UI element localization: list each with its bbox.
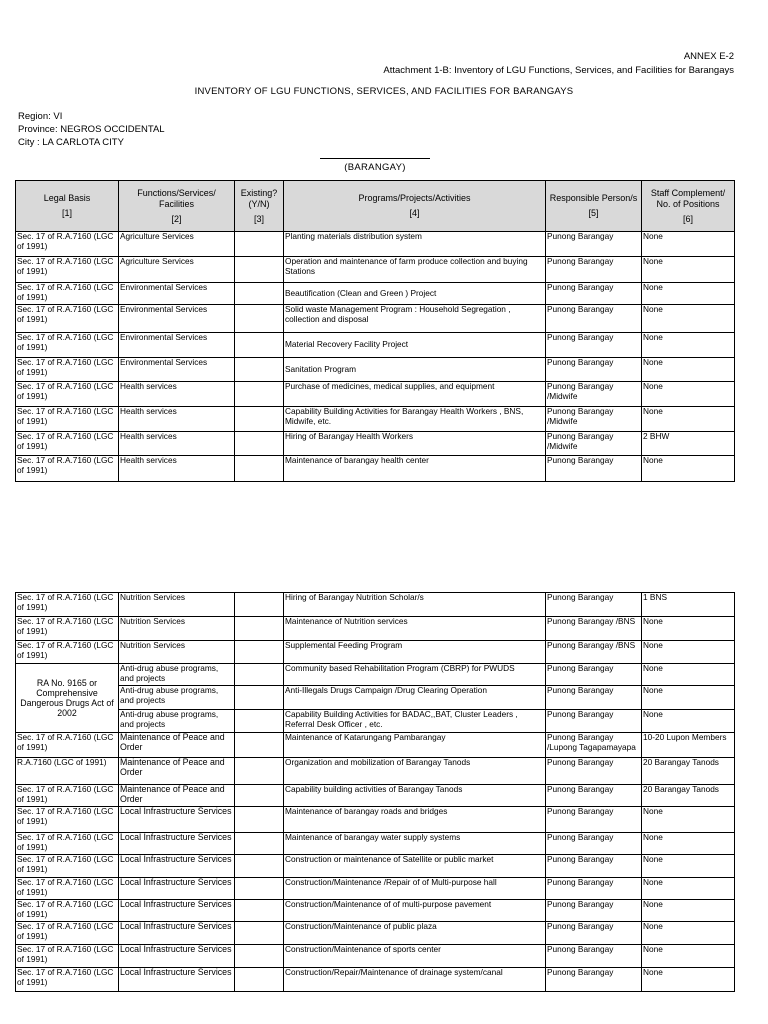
function-cell: Local Infrastructure Services (119, 807, 235, 833)
function-cell: Nutrition Services (119, 641, 235, 664)
legal-basis-cell: Sec. 17 of R.A.7160 (LGC of 1991) (16, 432, 119, 456)
function-cell: Health services (119, 407, 235, 432)
legal-basis-cell: Sec. 17 of R.A.7160 (LGC of 1991) (16, 333, 119, 358)
responsible-cell: Punong Barangay (546, 710, 642, 733)
program-cell: Solid waste Management Program : Household Segregation , collection and disposal (284, 305, 546, 333)
responsible-cell: Punong Barangay (546, 257, 642, 283)
table-row (16, 686, 735, 710)
program-cell: Capability Building Activities for Barangay Health Workers , BNS, Midwife, etc. (284, 407, 546, 432)
table-row (16, 257, 735, 283)
responsible-cell: Punong Barangay (546, 785, 642, 807)
program-cell: Maintenance of barangay water supply systems (284, 833, 546, 855)
staff-cell: None (642, 232, 735, 257)
responsible-cell: Punong Barangay (546, 593, 642, 617)
legal-basis-cell: Sec. 17 of R.A.7160 (LGC of 1991) (16, 305, 119, 333)
existing-cell (235, 758, 284, 785)
existing-cell (235, 664, 284, 686)
program-cell: Construction/Maintenance of of multi-purpose pavement (284, 900, 546, 922)
program-cell: Purchase of medicines, medical supplies, and equipment (284, 382, 546, 407)
legal-basis-cell: Sec. 17 of R.A.7160 (LGC of 1991) (16, 968, 119, 992)
col-header-responsible: Responsible Person/s [5] (546, 181, 642, 232)
legal-basis-cell: Sec. 17 of R.A.7160 (LGC of 1991) (16, 900, 119, 922)
barangay-label: (BARANGAY) (344, 162, 406, 173)
program-cell: Sanitation Program (284, 358, 546, 382)
responsible-cell: Punong Barangay (546, 807, 642, 833)
col-header-legal-basis: Legal Basis [1] (16, 181, 119, 232)
responsible-cell: Punong Barangay (546, 333, 642, 358)
staff-cell: None (642, 968, 735, 992)
responsible-cell: Punong Barangay (546, 900, 642, 922)
col-header-staff: Staff Complement/ No. of Positions [6] (642, 181, 735, 232)
responsible-cell: Punong Barangay /BNS (546, 641, 642, 664)
existing-cell (235, 333, 284, 358)
legal-basis-cell: Sec. 17 of R.A.7160 (LGC of 1991) (16, 257, 119, 283)
function-cell: Nutrition Services (119, 593, 235, 617)
table-row (16, 407, 735, 432)
table-row (16, 922, 735, 945)
program-cell: Construction/Maintenance /Repair of of Multi-purpose hall (284, 878, 546, 900)
existing-cell (235, 833, 284, 855)
table-row (16, 456, 735, 482)
staff-cell: None (642, 617, 735, 641)
existing-cell (235, 641, 284, 664)
staff-cell: 2 BHW (642, 432, 735, 456)
program-cell: Maintenance of barangay roads and bridges (284, 807, 546, 833)
staff-cell: 20 Barangay Tanods (642, 758, 735, 785)
program-cell: Organization and mobilization of Barangay Tanods (284, 758, 546, 785)
staff-cell: None (642, 833, 735, 855)
function-cell: Environmental Services (119, 358, 235, 382)
program-cell: Material Recovery Facility Project (284, 333, 546, 358)
legal-basis-cell: Sec. 17 of R.A.7160 (LGC of 1991) (16, 407, 119, 432)
staff-cell: None (642, 900, 735, 922)
existing-cell (235, 456, 284, 482)
responsible-cell: Punong Barangay /Midwife (546, 407, 642, 432)
staff-cell: None (642, 407, 735, 432)
legal-basis-cell: R.A.7160 (LGC of 1991) (16, 758, 119, 785)
function-cell: Agriculture Services (119, 257, 235, 283)
program-cell: Beautification (Clean and Green ) Project (284, 283, 546, 305)
staff-cell: None (642, 641, 735, 664)
program-cell: Anti-Illegals Drugs Campaign /Drug Clearing Operation (284, 686, 546, 710)
responsible-cell: Punong Barangay (546, 833, 642, 855)
existing-cell (235, 945, 284, 968)
existing-cell (235, 283, 284, 305)
responsible-cell: Punong Barangay (546, 878, 642, 900)
table-row (16, 305, 735, 333)
table-row (16, 593, 735, 617)
function-cell: Environmental Services (119, 333, 235, 358)
legal-basis-cell: Sec. 17 of R.A.7160 (LGC of 1991) (16, 855, 119, 878)
staff-cell: 10-20 Lupon Members (642, 733, 735, 758)
table-row (16, 710, 735, 733)
existing-cell (235, 593, 284, 617)
responsible-cell: Punong Barangay (546, 945, 642, 968)
function-cell: Local Infrastructure Services (119, 922, 235, 945)
legal-basis-cell: Sec. 17 of R.A.7160 (LGC of 1991) (16, 382, 119, 407)
legal-basis-cell: Sec. 17 of R.A.7160 (LGC of 1991) (16, 641, 119, 664)
col-header-functions: Functions/Services/ Facilities [2] (119, 181, 235, 232)
staff-cell: None (642, 945, 735, 968)
responsible-cell: Punong Barangay (546, 358, 642, 382)
function-cell: Maintenance of Peace and Order (119, 785, 235, 807)
existing-cell (235, 432, 284, 456)
table-row (16, 785, 735, 807)
annex-label: ANNEX E-2 (683, 51, 734, 62)
legal-basis-cell: Sec. 17 of R.A.7160 (LGC of 1991) (16, 945, 119, 968)
responsible-cell: Punong Barangay (546, 305, 642, 333)
existing-cell (235, 382, 284, 407)
legal-basis-cell: Sec. 17 of R.A.7160 (LGC of 1991) (16, 456, 119, 482)
program-cell: Planting materials distribution system (284, 232, 546, 257)
existing-cell (235, 710, 284, 733)
function-cell: Nutrition Services (119, 617, 235, 641)
function-cell: Health services (119, 432, 235, 456)
staff-cell: None (642, 305, 735, 333)
responsible-cell: Punong Barangay /Midwife (546, 432, 642, 456)
table-header-row (16, 181, 735, 232)
staff-cell: None (642, 878, 735, 900)
staff-cell: None (642, 382, 735, 407)
staff-cell: None (642, 664, 735, 686)
program-cell: Maintenance of Katarungang Pambarangay (284, 733, 546, 758)
function-cell: Environmental Services (119, 283, 235, 305)
inventory-table-2 (15, 592, 735, 992)
table-row (16, 945, 735, 968)
attachment-label: Attachment 1-B: Inventory of LGU Functions, Services, and Facilities for Barangays (383, 65, 734, 76)
function-cell: Local Infrastructure Services (119, 878, 235, 900)
existing-cell (235, 968, 284, 992)
function-cell: Environmental Services (119, 305, 235, 333)
table-row (16, 641, 735, 664)
function-cell: Maintenance of Peace and Order (119, 758, 235, 785)
location-info (18, 110, 165, 149)
existing-cell (235, 232, 284, 257)
table-row (16, 333, 735, 358)
program-cell: Construction/Maintenance of public plaza (284, 922, 546, 945)
table-row (16, 664, 735, 686)
table-row (16, 968, 735, 992)
responsible-cell: Punong Barangay (546, 232, 642, 257)
staff-cell: None (642, 283, 735, 305)
program-cell: Operation and maintenance of farm produce collection and buying Stations (284, 257, 546, 283)
responsible-cell: Punong Barangay /BNS (546, 617, 642, 641)
legal-basis-cell: Sec. 17 of R.A.7160 (LGC of 1991) (16, 593, 119, 617)
table-row (16, 900, 735, 922)
function-cell: Maintenance of Peace and Order (119, 733, 235, 758)
staff-cell: 1 BNS (642, 593, 735, 617)
existing-cell (235, 407, 284, 432)
program-cell: Capability Building Activities for BADAC,,BAT, Cluster Leaders , Referral Desk Officer , etc. (284, 710, 546, 733)
legal-basis-cell: Sec. 17 of R.A.7160 (LGC of 1991) (16, 807, 119, 833)
staff-cell: None (642, 807, 735, 833)
table-row (16, 358, 735, 382)
legal-basis-cell: Sec. 17 of R.A.7160 (LGC of 1991) (16, 878, 119, 900)
legal-basis-cell: Sec. 17 of R.A.7160 (LGC of 1991) (16, 785, 119, 807)
staff-cell: None (642, 456, 735, 482)
function-cell: Agriculture Services (119, 232, 235, 257)
legal-basis-cell: Sec. 17 of R.A.7160 (LGC of 1991) (16, 283, 119, 305)
responsible-cell: Punong Barangay (546, 664, 642, 686)
table-row (16, 878, 735, 900)
program-cell: Construction/Maintenance of sports center (284, 945, 546, 968)
existing-cell (235, 855, 284, 878)
program-cell: Supplemental Feeding Program (284, 641, 546, 664)
legal-basis-cell: Sec. 17 of R.A.7160 (LGC of 1991) (16, 733, 119, 758)
responsible-cell: Punong Barangay (546, 855, 642, 878)
existing-cell (235, 358, 284, 382)
existing-cell (235, 617, 284, 641)
existing-cell (235, 900, 284, 922)
function-cell: Local Infrastructure Services (119, 833, 235, 855)
staff-cell: None (642, 922, 735, 945)
function-cell: Anti-drug abuse programs, and projects (119, 664, 235, 686)
inventory-table-1 (15, 180, 735, 482)
table-row (16, 855, 735, 878)
responsible-cell: Punong Barangay /Midwife (546, 382, 642, 407)
table-row (16, 833, 735, 855)
function-cell: Health services (119, 382, 235, 407)
legal-basis-cell: Sec. 17 of R.A.7160 (LGC of 1991) (16, 833, 119, 855)
legal-basis-cell: Sec. 17 of R.A.7160 (LGC of 1991) (16, 617, 119, 641)
responsible-cell: Punong Barangay (546, 922, 642, 945)
function-cell: Anti-drug abuse programs, and projects (119, 686, 235, 710)
responsible-cell: Punong Barangay /Lupong Tagapamayapa (546, 733, 642, 758)
program-cell: Construction/Repair/Maintenance of drainage system/canal (284, 968, 546, 992)
function-cell: Health services (119, 456, 235, 482)
program-cell: Maintenance of barangay health center (284, 456, 546, 482)
responsible-cell: Punong Barangay (546, 456, 642, 482)
existing-cell (235, 686, 284, 710)
table-row (16, 232, 735, 257)
legal-basis-cell: RA No. 9165 or Comprehensive Dangerous Drugs Act of 2002 (16, 664, 119, 733)
staff-cell: 20 Barangay Tanods (642, 785, 735, 807)
staff-cell: None (642, 686, 735, 710)
function-cell: Local Infrastructure Services (119, 900, 235, 922)
program-cell: Community based Rehabilitation Program (CBRP) for PWUDS (284, 664, 546, 686)
responsible-cell: Punong Barangay (546, 686, 642, 710)
responsible-cell: Punong Barangay (546, 283, 642, 305)
existing-cell (235, 257, 284, 283)
program-cell: Construction or maintenance of Satellite or public market (284, 855, 546, 878)
responsible-cell: Punong Barangay (546, 758, 642, 785)
legal-basis-cell: Sec. 17 of R.A.7160 (LGC of 1991) (16, 232, 119, 257)
legal-basis-cell: Sec. 17 of R.A.7160 (LGC of 1991) (16, 922, 119, 945)
province-label: Province: NEGROS OCCIDENTAL (18, 124, 165, 135)
table-row (16, 382, 735, 407)
annex-header (383, 50, 734, 78)
barangay-underline (320, 158, 430, 159)
responsible-cell: Punong Barangay (546, 968, 642, 992)
existing-cell (235, 305, 284, 333)
program-cell: Hiring of Barangay Nutrition Scholar/s (284, 593, 546, 617)
table-row (16, 807, 735, 833)
function-cell: Local Infrastructure Services (119, 855, 235, 878)
staff-cell: None (642, 333, 735, 358)
function-cell: Local Infrastructure Services (119, 968, 235, 992)
table-row (16, 617, 735, 641)
city-label: City : LA CARLOTA CITY (18, 137, 124, 148)
program-cell: Hiring of Barangay Health Workers (284, 432, 546, 456)
region-label: Region: VI (18, 111, 63, 122)
existing-cell (235, 807, 284, 833)
table-row (16, 432, 735, 456)
col-header-programs: Programs/Projects/Activities [4] (284, 181, 546, 232)
existing-cell (235, 733, 284, 758)
program-cell: Capability building activities of Barangay Tanods (284, 785, 546, 807)
staff-cell: None (642, 257, 735, 283)
existing-cell (235, 878, 284, 900)
table-row (16, 733, 735, 758)
existing-cell (235, 922, 284, 945)
existing-cell (235, 785, 284, 807)
function-cell: Local Infrastructure Services (119, 945, 235, 968)
table-row (16, 283, 735, 305)
staff-cell: None (642, 358, 735, 382)
table-row (16, 758, 735, 785)
col-header-existing: Existing? (Y/N) [3] (235, 181, 284, 232)
staff-cell: None (642, 855, 735, 878)
legal-basis-cell: Sec. 17 of R.A.7160 (LGC of 1991) (16, 358, 119, 382)
function-cell: Anti-drug abuse programs, and projects (119, 710, 235, 733)
program-cell: Maintenance of Nutrition services (284, 617, 546, 641)
document-title: INVENTORY OF LGU FUNCTIONS, SERVICES, AND FACILITIES FOR BARANGAYS (194, 86, 574, 97)
staff-cell: None (642, 710, 735, 733)
